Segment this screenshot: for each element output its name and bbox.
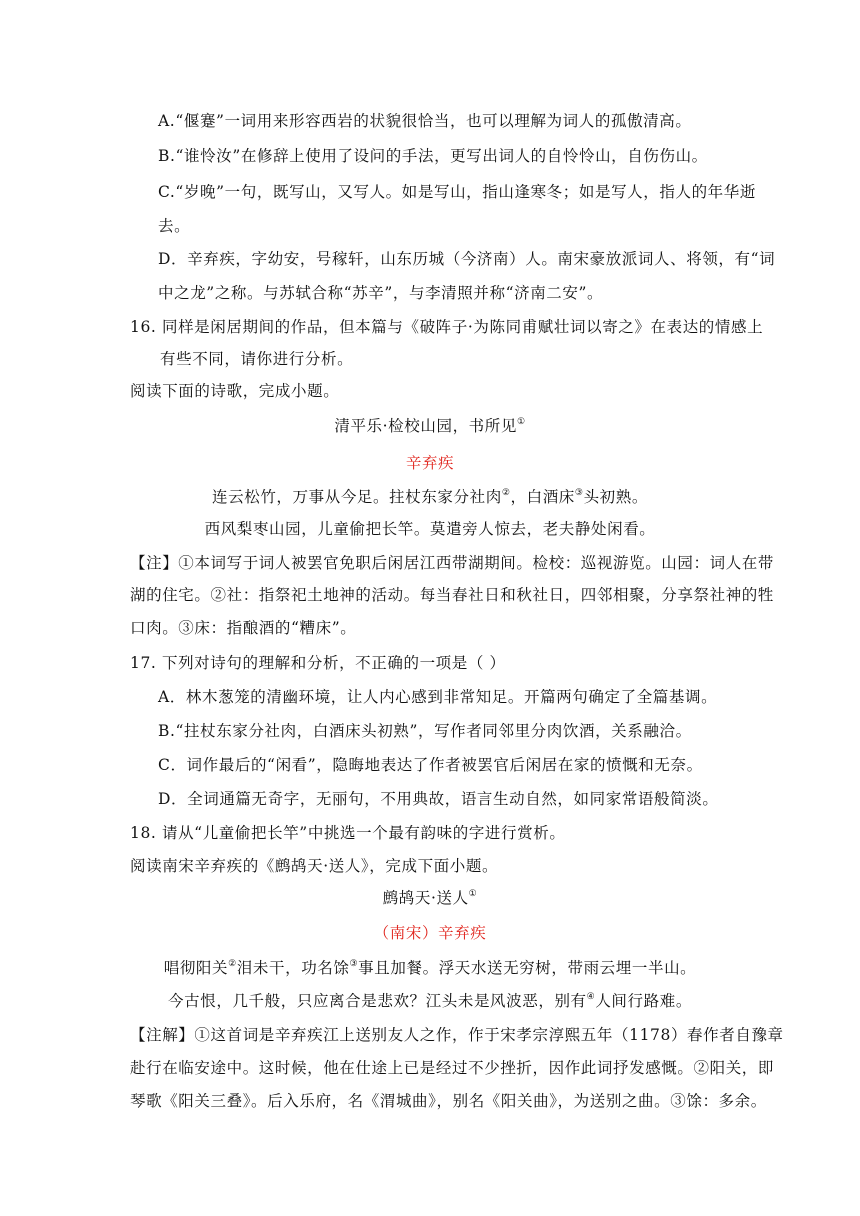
poem2-line-1 [0,957,860,979]
poem1-line-1-part-c: 头初熟。 [583,488,648,506]
q16-stem-cont: 有些不同，请你进行分析。 [160,350,354,368]
poem1-title [0,415,860,437]
poem2-line-2-part-a: 今古恨，几千般，只应离合是悲欢？江头未是风波恶，别有 [168,992,587,1010]
q16-stem: 16. 同样是闲居期间的作品，但本篇与《破阵子·为陈同甫赋壮词以寄之》在表达的情感上 [130,318,764,336]
q17-stem: 17. 下列对诗句的理解和分析，不正确的一项是（ ） [130,654,506,672]
poem1-line-1-part-a: 连云松竹，万事从今足。拄杖东家分社肉 [212,488,502,506]
poem1-line-1-part-b: ，白酒床 [510,488,575,506]
poem1-author: 辛弃疾 [405,454,455,472]
poem2-note-3: 琴歌《阳关三叠》。后入乐府，名《渭城曲》，别名《阳关曲》，为送别之曲。③馀：多余。 [130,1092,767,1110]
poem2-line-2-part-b: 人间行路难。 [595,992,692,1010]
q15-option-a: A.“偃蹇”一词用来形容西岩的状貌很恰当，也可以理解为词人的孤傲清高。 [158,112,692,130]
footnote-mark-3: ③ [574,488,584,498]
poem2-author: （南宋）辛弃疾 [373,924,487,942]
poem1-note-1: 【注】①本词写于词人被罢官免职后闲居江西带湖期间。检校：巡视游览。山园：词人在带 [130,554,775,572]
footnote-mark-4: ④ [586,992,596,1002]
footnote-mark-2: ② [501,488,511,498]
footnote-mark-2: ② [228,959,237,969]
poem2-line-1-part-c: 事且加餐。浮天水送无穷树，带雨云埋一半山。 [358,959,697,977]
q15-option-d: D．辛弃疾，字幼安，号稼轩，山东历城（今济南）人。南宋豪放派词人、将领，有“词 [158,250,776,268]
poem2-title [0,887,860,909]
q17-option-c: C．词作最后的“闲看”，隐晦地表达了作者被罢官后闲居在家的愤慨和无奈。 [158,756,703,774]
q18-stem: 18. 请从“儿童偷把长竿”中挑选一个最有韵味的字进行赏析。 [130,824,566,842]
poem2-line-1-part-a: 唱彻阳关 [163,959,229,977]
poem2-line-2 [0,990,860,1012]
q15-option-c: C.“岁晚”一句，既写山，又写人。如是写山，指山逢寒冬；如是写人，指人的年华逝 [158,183,756,201]
q15-option-d-cont: 中之龙”之称。与苏轼合称“苏辛”，与李清照并称“济南二安”。 [158,284,604,302]
reading-intro-1: 阅读下面的诗歌，完成小题。 [130,382,340,400]
poem2-line-1-part-b: 泪未干，功名馀 [236,959,350,977]
poem2-title-footnote: ① [468,889,478,899]
poem2-note-1: 【注解】①这首词是辛弃疾江上送别友人之作，作于宋孝宗淳熙五年（1178）春作者自豫章 [130,1026,784,1044]
poem1-note-3: 口肉。③床：指酿酒的“糟床”。 [130,619,357,637]
poem2-note-2: 赴行在临安途中。这时候，他在仕途上已是经过不少挫折，因作此词抒发感慨。②阳关，即 [130,1059,775,1077]
q15-option-c-cont: 去。 [158,217,191,235]
reading-intro-2: 阅读南宋辛弃疾的《鹧鸪天·送人》，完成下面小题。 [130,857,499,875]
poem1-note-2: 湖的住宅。②社：指祭祀土地神的活动。每当春社日和秋社日，四邻相聚，分享祭社神的牲 [130,586,775,604]
q17-option-d: D．全词通篇无奇字，无丽句，不用典故，语言生动自然，如同家常语般简淡。 [158,790,719,808]
q17-option-a: A．林木葱笼的清幽环境，让人内心感到非常知足。开篇两句确定了全篇基调。 [158,688,718,706]
footnote-mark-3: ③ [349,959,359,969]
poem1-title-text: 清平乐·检校山园，书所见 [334,417,517,435]
poem1-line-1 [0,486,860,508]
q15-option-b: B.“谁怜汝”在修辞上使用了设问的手法，更写出词人的自怜怜山，自伤伤山。 [158,147,708,165]
poem1-title-footnote: ① [516,417,526,427]
poem1-line-2: 西风梨枣山园，儿童偷把长竿。莫遣旁人惊去，老夫静处闲看。 [204,520,656,538]
poem2-title-text: 鹧鸪天·送人 [382,889,469,907]
q17-option-b: B.“拄杖东家分社肉，白酒床头初熟”，写作者同邻里分肉饮酒，关系融洽。 [158,722,692,740]
